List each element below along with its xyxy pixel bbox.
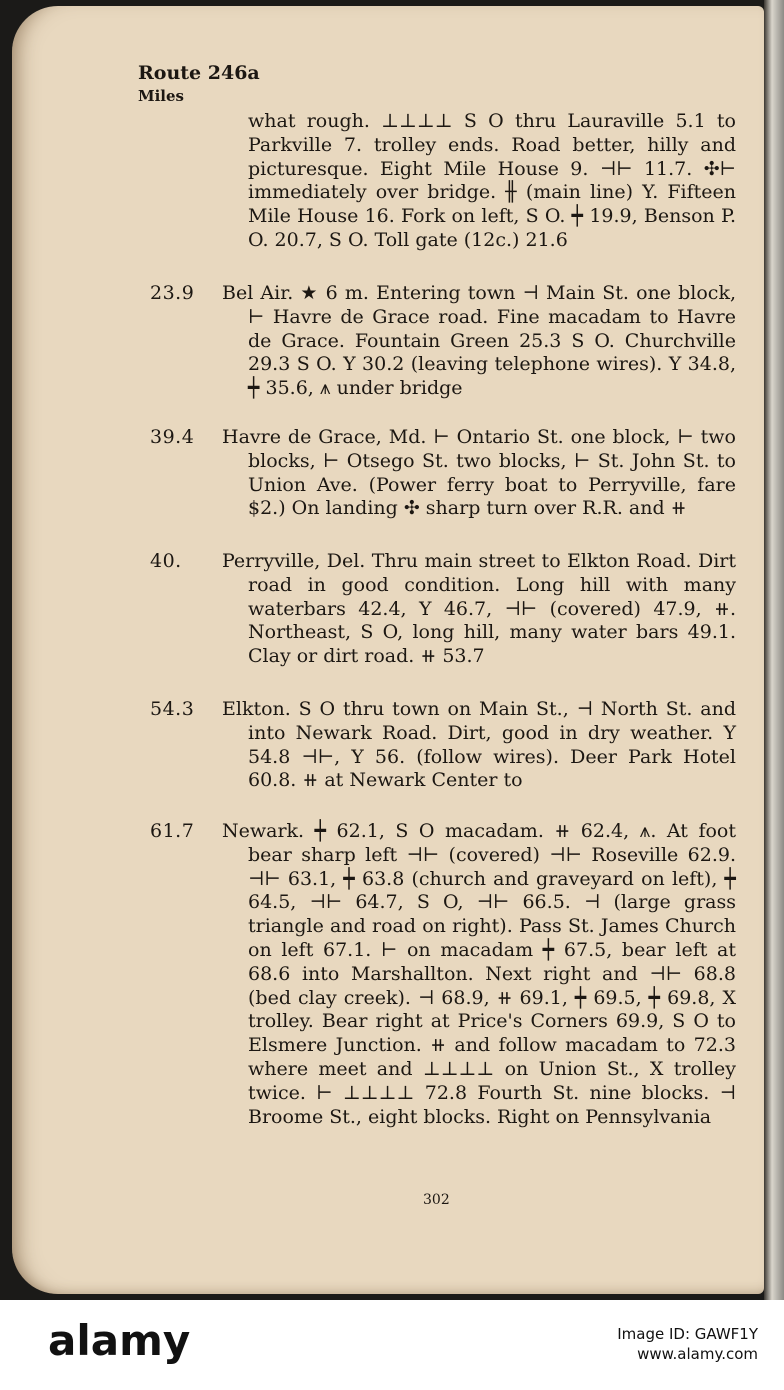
route-title: Route 246a — [138, 62, 260, 84]
entry-text: what rough. ⊥⊥⊥⊥ S O thru Lauraville 5.1 to Parkville 7. trolley ends. Road better, hilly and picturesque. Eight Mile House 9. ⊣⊢ 11.7. ✣⊢ immediately over bridge. ╫ (main line) Y. Fifteen Mile House 16. Fork on left, S O. ┿ 19.9, Benson P. O. 20.7, S O. Toll gate (12c.) 21.6 — [248, 110, 736, 251]
book-spine — [764, 0, 784, 1300]
entry-text: Elkton. S O thru town on Main St., ⊣ North St. and into Newark Road. Dirt, good in dry weather. Y 54.8 ⊣⊢, Y 56. (follow wires). Deer Park Hotel 60.8. ⧺ at Newark Center to — [222, 698, 736, 792]
page-header — [138, 62, 260, 105]
entry-text: Havre de Grace, Md. ⊢ Ontario St. one block, ⊢ two blocks, ⊢ Otsego St. two blocks, ⊢ St. John St. to Union Ave. (Power ferry boat to Perryville, fare $2.) On landing ✣ sharp turn over R.R. and ⧺ — [222, 426, 736, 520]
entry-mile: 40. — [150, 550, 182, 572]
miles-label: Miles — [138, 87, 184, 105]
image-id-block — [617, 1324, 758, 1364]
image-id: Image ID: GAWF1Y — [617, 1325, 758, 1343]
entry-text: Newark. ┿ 62.1, S O macadam. ⧺ 62.4, ⩚. At foot bear sharp left ⊣⊢ (covered) ⊣⊢ Roseville 62.9. ⊣⊢ 63.1, ┿ 63.8 (church and graveyard on left), ┿ 64.5, ⊣⊢ 64.7, S O, ⊣⊢ 66.5. ⊣ (large grass triangle and road on right). Pass St. James Church on left 67.1. ⊢ on macadam ┿ 67.5, bear left at 68.6 into Marshallton. Next right and ⊣⊢ 68.8 (bed clay creek). ⊣ 68.9, ⧺ 69.1, ┿ 69.5, ┿ 69.8, X trolley. Bear right at Price's Corners 69.9, S O to Elsmere Junction. ⧺ and follow macadam to 72.3 where meet and ⊥⊥⊥⊥ on Union St., X trolley twice. ⊢ ⊥⊥⊥⊥ 72.8 Fourth St. nine blocks. ⊣ Broome St., eight blocks. Right on Pennsylvania — [222, 820, 736, 1128]
entry-text: Bel Air. ★ 6 m. Entering town ⊣ Main St. one block, ⊢ Havre de Grace road. Fine macadam to Havre de Grace. Fountain Green 25.3 S O. Churchville 29.3 S O. Y 30.2 (leaving telephone wires). Y 34.8, ┿ 35.6, ⩚ under bridge — [222, 282, 736, 400]
page-number: 302 — [423, 1192, 450, 1208]
entry-mile: 39.4 — [150, 426, 195, 448]
entry-mile: 23.9 — [150, 282, 195, 304]
site-url: www.alamy.com — [637, 1345, 758, 1363]
brand-logo: alamy — [48, 1316, 191, 1365]
entry-text: Perryville, Del. Thru main street to Elkton Road. Dirt road in good condition. Long hill with many waterbars 42.4, Y 46.7, ⊣⊢ (covered) 47.9, ⧺. Northeast, S O, long hill, many water bars 49.1. Clay or dirt road. ⧺ 53.7 — [222, 550, 736, 668]
entry-mile: 61.7 — [150, 820, 195, 842]
entry-mile: 54.3 — [150, 698, 195, 720]
